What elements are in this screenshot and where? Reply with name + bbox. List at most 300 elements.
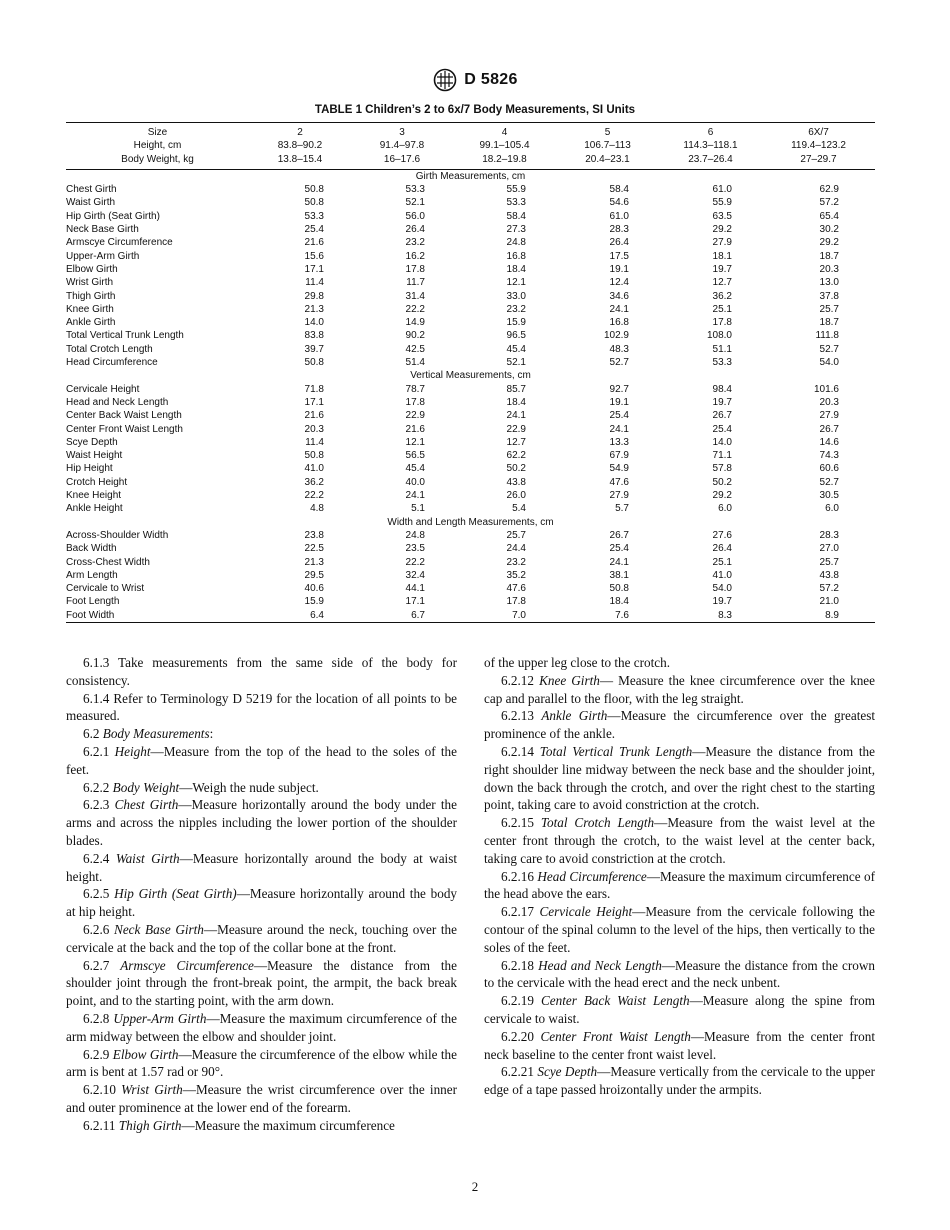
measurement-value: 57.2 bbox=[819, 583, 839, 595]
section-paragraph bbox=[66, 921, 457, 957]
measurement-value: 63.5 bbox=[712, 210, 732, 222]
section-paragraph bbox=[66, 796, 457, 849]
measurement-value: 96.5 bbox=[506, 330, 526, 342]
measurement-value: 21.6 bbox=[304, 237, 324, 249]
section-paragraph bbox=[484, 672, 875, 708]
table-row bbox=[66, 556, 875, 569]
table-title: TABLE 1 Children’s 2 to 6x/7 Body Measurements, SI Units bbox=[314, 104, 636, 116]
measurement-value: 6.0 bbox=[825, 503, 839, 515]
astm-logo-icon bbox=[432, 68, 458, 92]
measurement-value: 17.1 bbox=[304, 263, 324, 275]
measurement-value: 18.7 bbox=[819, 250, 839, 262]
measurement-value: 12.7 bbox=[712, 277, 732, 289]
section-number: 6.2.7 bbox=[83, 957, 110, 973]
measurement-value: 51.1 bbox=[712, 343, 732, 355]
section-paragraph bbox=[484, 814, 875, 867]
header-size-cell: 27–29.7 bbox=[762, 153, 875, 170]
section-paragraph bbox=[66, 779, 457, 797]
section-paragraph bbox=[484, 707, 875, 743]
measurement-label: Thigh Girth bbox=[66, 290, 116, 302]
table-header-row bbox=[66, 123, 875, 140]
section-paragraph bbox=[484, 992, 875, 1028]
measurement-value: 40.6 bbox=[304, 583, 324, 595]
section-paragraph bbox=[484, 868, 875, 904]
section-term: Thigh Girth bbox=[118, 1117, 182, 1133]
measurement-label: Cross-Chest Width bbox=[66, 556, 150, 568]
section-text: —Measure from the waist level at the center front through the crotch, to the waist level at the center back, taking care to avoid constriction at the crotch. bbox=[484, 815, 876, 866]
measurement-value: 13.3 bbox=[609, 436, 629, 448]
measurement-value: 21.3 bbox=[304, 303, 324, 315]
section-number: 6.2.3 bbox=[83, 797, 110, 813]
measurement-value: 41.0 bbox=[304, 463, 324, 475]
section-paragraph bbox=[66, 1117, 457, 1135]
section-text: —Measure from the cervicale following the contour of the spinal column to the level of the hips, then vertically to the soles of the feet. bbox=[484, 904, 876, 955]
measurement-value: 58.4 bbox=[506, 210, 526, 222]
measurements-table-wrap bbox=[66, 122, 875, 623]
section-paragraph bbox=[484, 1063, 875, 1099]
table-row bbox=[66, 250, 875, 263]
section-paragraph bbox=[66, 957, 457, 1010]
section-number: 6.2.17 bbox=[501, 904, 534, 920]
header-size-cell: 18.2–19.8 bbox=[453, 153, 556, 170]
section-number: 6.2.9 bbox=[83, 1046, 110, 1062]
section-text: —Measure the circumference over the greatest prominence of the ankle. bbox=[484, 708, 876, 742]
measurement-value: 11.4 bbox=[305, 436, 324, 448]
measurement-value: 6.7 bbox=[411, 609, 425, 621]
measurement-value: 24.1 bbox=[609, 556, 629, 568]
left-text-column bbox=[66, 654, 457, 1135]
table-row bbox=[66, 409, 875, 422]
measurement-value: 42.5 bbox=[405, 343, 425, 355]
measurement-value: 5.1 bbox=[411, 503, 425, 515]
measurement-value: 27.6 bbox=[712, 529, 732, 541]
table-row bbox=[66, 236, 875, 249]
measurement-value: 27.3 bbox=[506, 224, 526, 236]
table-row bbox=[66, 383, 875, 396]
measurement-value: 26.4 bbox=[405, 224, 425, 236]
section-paragraph bbox=[484, 743, 875, 814]
section-text: Take measurements from the same side of the body for consistency. bbox=[66, 655, 457, 688]
measurement-value: 53.3 bbox=[405, 184, 425, 196]
header-size-cell: 16–17.6 bbox=[351, 153, 453, 170]
measurement-value: 17.1 bbox=[405, 596, 425, 608]
header-label-cell: Size bbox=[147, 127, 168, 138]
measurement-value: 17.5 bbox=[609, 250, 629, 262]
measurement-value: 11.4 bbox=[305, 277, 324, 289]
section-text: —Measure around the neck, touching over the cervicale at the back and the top of the collar bone at the front. bbox=[66, 921, 457, 955]
measurement-value: 25.4 bbox=[609, 543, 629, 555]
measurement-value: 98.4 bbox=[712, 383, 732, 395]
measurement-value: 25.4 bbox=[609, 410, 629, 422]
measurement-value: 29.2 bbox=[712, 224, 732, 236]
header-size-cell: 5 bbox=[604, 127, 611, 138]
measurement-value: 24.1 bbox=[506, 410, 526, 422]
section-number: 6.2.10 bbox=[83, 1082, 116, 1098]
measurement-value: 26.7 bbox=[712, 410, 732, 422]
measurement-value: 13.0 bbox=[819, 277, 839, 289]
section-term: Upper-Arm Girth bbox=[113, 1010, 207, 1026]
measurement-value: 20.3 bbox=[304, 423, 324, 435]
measurement-label: Chest Girth bbox=[66, 184, 117, 196]
measurement-value: 21.6 bbox=[304, 410, 324, 422]
measurement-value: 19.7 bbox=[712, 396, 732, 408]
measurement-value: 56.0 bbox=[405, 210, 425, 222]
section-term: Neck Base Girth bbox=[114, 921, 204, 937]
table-row bbox=[66, 502, 875, 515]
table-row bbox=[66, 303, 875, 316]
section-number: 6.2.16 bbox=[501, 868, 534, 884]
measurement-value: 16.8 bbox=[506, 250, 526, 262]
measurement-value: 25.1 bbox=[712, 303, 732, 315]
section-text: —Measure horizontally around the body at hip height. bbox=[66, 886, 458, 920]
measurement-label: Wrist Girth bbox=[66, 277, 114, 289]
measurement-value: 17.8 bbox=[712, 317, 732, 329]
section-term: Body Measurements bbox=[102, 726, 210, 742]
section-text: —Measure horizontally around the body under the arms and across the nipples including the lower portion of the shoulder blades. bbox=[66, 797, 457, 848]
measurement-label: Ankle Height bbox=[66, 503, 123, 515]
section-number: 6.2.15 bbox=[501, 815, 534, 831]
measurement-value: 24.1 bbox=[405, 490, 425, 502]
measurement-value: 4.8 bbox=[310, 503, 324, 515]
measurement-value: 43.8 bbox=[819, 569, 839, 581]
measurement-value: 18.4 bbox=[609, 596, 629, 608]
measurement-value: 24.1 bbox=[609, 423, 629, 435]
measurement-value: 22.9 bbox=[506, 423, 526, 435]
measurement-value: 52.1 bbox=[506, 357, 526, 369]
document-header bbox=[0, 66, 950, 94]
measurement-value: 24.1 bbox=[609, 303, 629, 315]
section-paragraph bbox=[66, 743, 457, 779]
measurement-value: 47.6 bbox=[609, 476, 629, 488]
measurement-value: 54.6 bbox=[609, 197, 629, 209]
measurement-value: 5.4 bbox=[512, 503, 526, 515]
measurement-value: 18.4 bbox=[506, 263, 526, 275]
measurement-value: 62.9 bbox=[819, 184, 839, 196]
table-row bbox=[66, 356, 875, 369]
measurement-value: 39.7 bbox=[304, 343, 324, 355]
section-term: Center Front Waist Length bbox=[540, 1028, 691, 1044]
section-term: Knee Girth bbox=[539, 672, 600, 688]
measurement-label: Cervicale Height bbox=[66, 383, 140, 395]
measurement-value: 50.8 bbox=[609, 583, 629, 595]
measurement-value: 23.2 bbox=[506, 303, 526, 315]
measurements-table bbox=[66, 122, 875, 623]
section-text: —Measure the distance from the right shoulder line midway between the neck base and the shoulder joint, down the back through the crotch, and over the right chest to the starting point, taking care to avoid constriction at the crotch. bbox=[484, 743, 876, 813]
table-row bbox=[66, 595, 875, 608]
table-row bbox=[66, 582, 875, 595]
measurement-value: 12.1 bbox=[405, 436, 425, 448]
section-paragraph bbox=[66, 850, 457, 886]
table-row bbox=[66, 529, 875, 542]
section-text: —Measure the wrist circumference over the inner and outer prominence at the lower end of the forearm. bbox=[66, 1082, 458, 1115]
table-row bbox=[66, 316, 875, 329]
measurement-value: 32.4 bbox=[405, 569, 425, 581]
measurement-value: 25.7 bbox=[819, 556, 839, 568]
table-row bbox=[66, 423, 875, 436]
measurement-value: 12.1 bbox=[506, 277, 526, 289]
measurement-value: 8.3 bbox=[718, 609, 732, 621]
section-term: Waist Girth bbox=[115, 850, 180, 866]
measurement-value: 6.0 bbox=[718, 503, 732, 515]
section-header-row bbox=[66, 169, 875, 183]
measurement-value: 18.7 bbox=[819, 317, 839, 329]
header-size-cell: 119.4–123.2 bbox=[791, 140, 846, 152]
section-text: —Measure the maximum circumference bbox=[181, 1117, 395, 1133]
section-term: Body Weight bbox=[112, 779, 180, 795]
measurement-value: 45.4 bbox=[506, 343, 526, 355]
measurement-value: 11.7 bbox=[406, 277, 425, 289]
measurement-label: Upper-Arm Girth bbox=[66, 250, 140, 262]
measurement-value: 15.9 bbox=[506, 317, 526, 329]
measurement-value: 23.2 bbox=[506, 556, 526, 568]
measurement-value: 85.7 bbox=[506, 383, 526, 395]
measurement-value: 53.3 bbox=[712, 357, 732, 369]
measurement-value: 50.8 bbox=[304, 450, 324, 462]
section-term: Hip Girth (Seat Girth) bbox=[114, 886, 237, 902]
section-number: 6.1.3 bbox=[83, 655, 110, 670]
measurement-value: 28.3 bbox=[819, 529, 839, 541]
measurement-value: 7.6 bbox=[615, 609, 629, 621]
measurement-value: 58.4 bbox=[609, 184, 629, 196]
measurement-value: 43.8 bbox=[506, 476, 526, 488]
measurement-value: 22.2 bbox=[405, 556, 425, 568]
measurement-label: Back Width bbox=[66, 543, 117, 555]
section-text: —Measure the distance from the crown to the cervicale with the head erect and the neck unbent. bbox=[484, 957, 875, 991]
section-term: Elbow Girth bbox=[112, 1046, 179, 1062]
section-term: Chest Girth bbox=[114, 797, 179, 813]
section-paragraph bbox=[66, 1081, 457, 1117]
measurement-label: Head and Neck Length bbox=[66, 396, 169, 408]
measurement-value: 41.0 bbox=[712, 569, 732, 581]
measurement-value: 18.4 bbox=[506, 396, 526, 408]
table-row bbox=[66, 449, 875, 462]
measurement-value: 52.7 bbox=[609, 357, 629, 369]
measurement-value: 16.2 bbox=[405, 250, 425, 262]
header-size-cell: 6X/7 bbox=[808, 127, 829, 138]
section-text: —Measure the maximum circumference of the head above the ears. bbox=[484, 868, 875, 902]
section-text: Refer to Terminology D 5219 for the location of all points to be measured. bbox=[66, 690, 458, 724]
measurement-value: 92.7 bbox=[609, 383, 629, 395]
section-number: 6.1.4 bbox=[83, 690, 110, 706]
section-term: Scye Depth bbox=[537, 1064, 598, 1080]
section-text: —Measure from the center front neck baseline to the center front waist level. bbox=[484, 1028, 876, 1062]
measurement-value: 27.0 bbox=[819, 543, 839, 555]
measurement-label: Waist Height bbox=[66, 450, 123, 462]
measurement-value: 50.8 bbox=[304, 197, 324, 209]
section-term: Total Crotch Length bbox=[540, 815, 655, 831]
header-size-cell: 20.4–23.1 bbox=[556, 153, 659, 170]
measurement-value: 50.8 bbox=[304, 357, 324, 369]
measurement-label: Waist Girth bbox=[66, 197, 116, 209]
measurement-value: 78.7 bbox=[405, 383, 425, 395]
measurement-label: Foot Length bbox=[66, 596, 120, 608]
header-size-cell: 99.1–105.4 bbox=[479, 140, 530, 152]
header-size-cell: 4 bbox=[501, 127, 508, 138]
measurement-value: 7.0 bbox=[512, 609, 526, 621]
measurement-value: 57.8 bbox=[712, 463, 732, 475]
section-paragraph bbox=[66, 1046, 457, 1082]
measurement-value: 102.9 bbox=[603, 330, 629, 342]
measurement-value: 14.6 bbox=[819, 436, 839, 448]
measurement-value: 6.4 bbox=[310, 609, 324, 621]
page-number: 2 bbox=[471, 1179, 479, 1194]
measurement-value: 65.4 bbox=[819, 210, 839, 222]
measurement-value: 20.3 bbox=[819, 396, 839, 408]
section-paragraph bbox=[484, 903, 875, 956]
table-row bbox=[66, 196, 875, 209]
measurement-value: 74.3 bbox=[819, 450, 839, 462]
section-text: —Measure the circumference of the elbow while the arm is bent at 1.57 rad or 90°. bbox=[66, 1046, 457, 1080]
section-number: 6.2.5 bbox=[83, 886, 110, 902]
measurement-label: Center Back Waist Length bbox=[66, 410, 182, 422]
measurement-value: 29.8 bbox=[304, 290, 324, 302]
section-title: Girth Measurements, cm bbox=[415, 170, 526, 182]
measurement-value: 22.2 bbox=[405, 303, 425, 315]
table-row bbox=[66, 343, 875, 356]
measurement-value: 22.9 bbox=[405, 410, 425, 422]
section-header-row bbox=[66, 369, 875, 382]
table-header-row bbox=[66, 153, 875, 170]
measurement-value: 29.5 bbox=[304, 569, 324, 581]
section-number: 6.2.21 bbox=[501, 1064, 534, 1080]
measurement-label: Hip Girth (Seat Girth) bbox=[66, 210, 160, 222]
section-title: Width and Length Measurements, cm bbox=[387, 516, 554, 528]
measurement-value: 48.3 bbox=[609, 343, 629, 355]
measurement-value: 35.2 bbox=[506, 569, 526, 581]
measurement-value: 38.1 bbox=[609, 569, 629, 581]
measurement-value: 5.7 bbox=[615, 503, 629, 515]
section-text: —Measure horizontally around the body at waist height. bbox=[66, 850, 458, 884]
measurement-value: 29.2 bbox=[819, 237, 839, 249]
section-term: Center Back Waist Length bbox=[540, 993, 690, 1009]
measurement-value: 54.9 bbox=[609, 463, 629, 475]
table-row bbox=[66, 569, 875, 582]
section-header-row bbox=[66, 516, 875, 529]
measurement-value: 30.2 bbox=[819, 224, 839, 236]
measurement-value: 19.7 bbox=[712, 263, 732, 275]
measurement-value: 26.0 bbox=[506, 490, 526, 502]
section-text: — Measure the knee circumference over the knee cap and parallel to the floor, with the leg straight. bbox=[484, 672, 875, 706]
measurement-label: Knee Height bbox=[66, 490, 122, 502]
measurement-value: 50.2 bbox=[712, 476, 732, 488]
measurement-value: 27.9 bbox=[609, 490, 629, 502]
section-number: 6.2.2 bbox=[83, 779, 110, 795]
section-number: 6.2.8 bbox=[83, 1010, 110, 1026]
section-text: —Weigh the nude subject. bbox=[179, 779, 319, 795]
section-term: Armscye Circumference bbox=[120, 957, 254, 973]
measurement-value: 36.2 bbox=[712, 290, 732, 302]
table-row bbox=[66, 290, 875, 303]
section-number: 6.2 bbox=[83, 726, 100, 742]
measurement-value: 26.4 bbox=[609, 237, 629, 249]
section-paragraph bbox=[484, 957, 875, 993]
section-number: 6.2.20 bbox=[501, 1028, 534, 1044]
measurement-value: 31.4 bbox=[405, 290, 425, 302]
measurement-label: Scye Depth bbox=[66, 436, 118, 448]
measurement-value: 67.9 bbox=[609, 450, 629, 462]
measurement-label: Hip Height bbox=[66, 463, 113, 475]
measurement-value: 21.6 bbox=[405, 423, 425, 435]
measurement-value: 19.1 bbox=[609, 396, 629, 408]
measurement-value: 25.7 bbox=[819, 303, 839, 315]
measurement-label: Center Front Waist Length bbox=[66, 423, 183, 435]
table-row bbox=[66, 183, 875, 196]
measurement-value: 18.1 bbox=[712, 250, 732, 262]
measurement-value: 24.8 bbox=[506, 237, 526, 249]
measurement-value: 12.7 bbox=[506, 436, 526, 448]
measurement-value: 54.0 bbox=[819, 357, 839, 369]
measurement-value: 28.3 bbox=[609, 224, 629, 236]
section-term: Height bbox=[114, 743, 151, 759]
section-term: Cervicale Height bbox=[539, 904, 633, 920]
measurement-value: 53.3 bbox=[506, 197, 526, 209]
measurement-label: Knee Girth bbox=[66, 303, 114, 315]
section-paragraph bbox=[66, 654, 457, 690]
measurement-value: 57.2 bbox=[819, 197, 839, 209]
measurement-value: 25.4 bbox=[712, 423, 732, 435]
measurement-value: 108.0 bbox=[706, 330, 732, 342]
measurement-value: 55.9 bbox=[506, 184, 526, 196]
measurement-label: Arm Length bbox=[66, 569, 118, 581]
measurement-value: 24.8 bbox=[405, 529, 425, 541]
measurement-value: 26.4 bbox=[712, 543, 732, 555]
measurement-value: 12.4 bbox=[609, 277, 629, 289]
measurement-label: Total Vertical Trunk Length bbox=[66, 330, 184, 342]
header-size-cell: 3 bbox=[399, 127, 405, 138]
measurement-value: 26.7 bbox=[609, 529, 629, 541]
measurement-value: 8.9 bbox=[825, 609, 839, 621]
right-text-column bbox=[484, 654, 875, 1099]
section-term: Total Vertical Trunk Length bbox=[539, 743, 693, 759]
measurement-value: 24.4 bbox=[506, 543, 526, 555]
section-term: Ankle Girth bbox=[541, 708, 608, 724]
measurement-value: 44.1 bbox=[405, 583, 425, 595]
section-text: —Measure vertically from the cervicale to the upper edge of a tape passed hroizontally under the armpits. bbox=[484, 1064, 876, 1098]
measurement-label: Across-Shoulder Width bbox=[66, 529, 169, 541]
section-number: 6.2.4 bbox=[83, 850, 110, 866]
measurement-value: 90.2 bbox=[405, 330, 425, 342]
measurement-value: 27.9 bbox=[819, 410, 839, 422]
section-term: Head Circumference bbox=[537, 868, 647, 884]
header-size-cell: 2 bbox=[297, 127, 303, 138]
measurement-value: 21.3 bbox=[304, 556, 324, 568]
measurement-label: Foot Width bbox=[66, 609, 115, 621]
section-number: 6.2.13 bbox=[501, 708, 534, 724]
measurement-value: 101.6 bbox=[813, 383, 839, 395]
measurement-value: 71.1 bbox=[712, 450, 732, 462]
measurement-value: 62.2 bbox=[506, 450, 526, 462]
measurement-label: Crotch Height bbox=[66, 476, 128, 488]
measurement-value: 19.7 bbox=[712, 596, 732, 608]
section-paragraph bbox=[66, 725, 457, 743]
measurement-value: 14.0 bbox=[304, 317, 324, 329]
measurement-value: 17.8 bbox=[405, 396, 425, 408]
measurement-value: 25.1 bbox=[712, 556, 732, 568]
table-row bbox=[66, 489, 875, 502]
measurement-value: 54.0 bbox=[712, 583, 732, 595]
measurement-value: 52.1 bbox=[405, 197, 425, 209]
section-number: 6.2.11 bbox=[83, 1117, 116, 1133]
measurement-value: 29.2 bbox=[712, 490, 732, 502]
header-size-cell: 23.7–26.4 bbox=[659, 153, 762, 170]
table-row bbox=[66, 436, 875, 449]
table-row bbox=[66, 396, 875, 409]
table-header-row bbox=[66, 139, 875, 152]
table-row bbox=[66, 210, 875, 223]
section-term: Wrist Girth bbox=[121, 1082, 183, 1098]
standard-designation: D 5826 bbox=[464, 71, 518, 88]
measurement-value: 26.7 bbox=[819, 423, 839, 435]
